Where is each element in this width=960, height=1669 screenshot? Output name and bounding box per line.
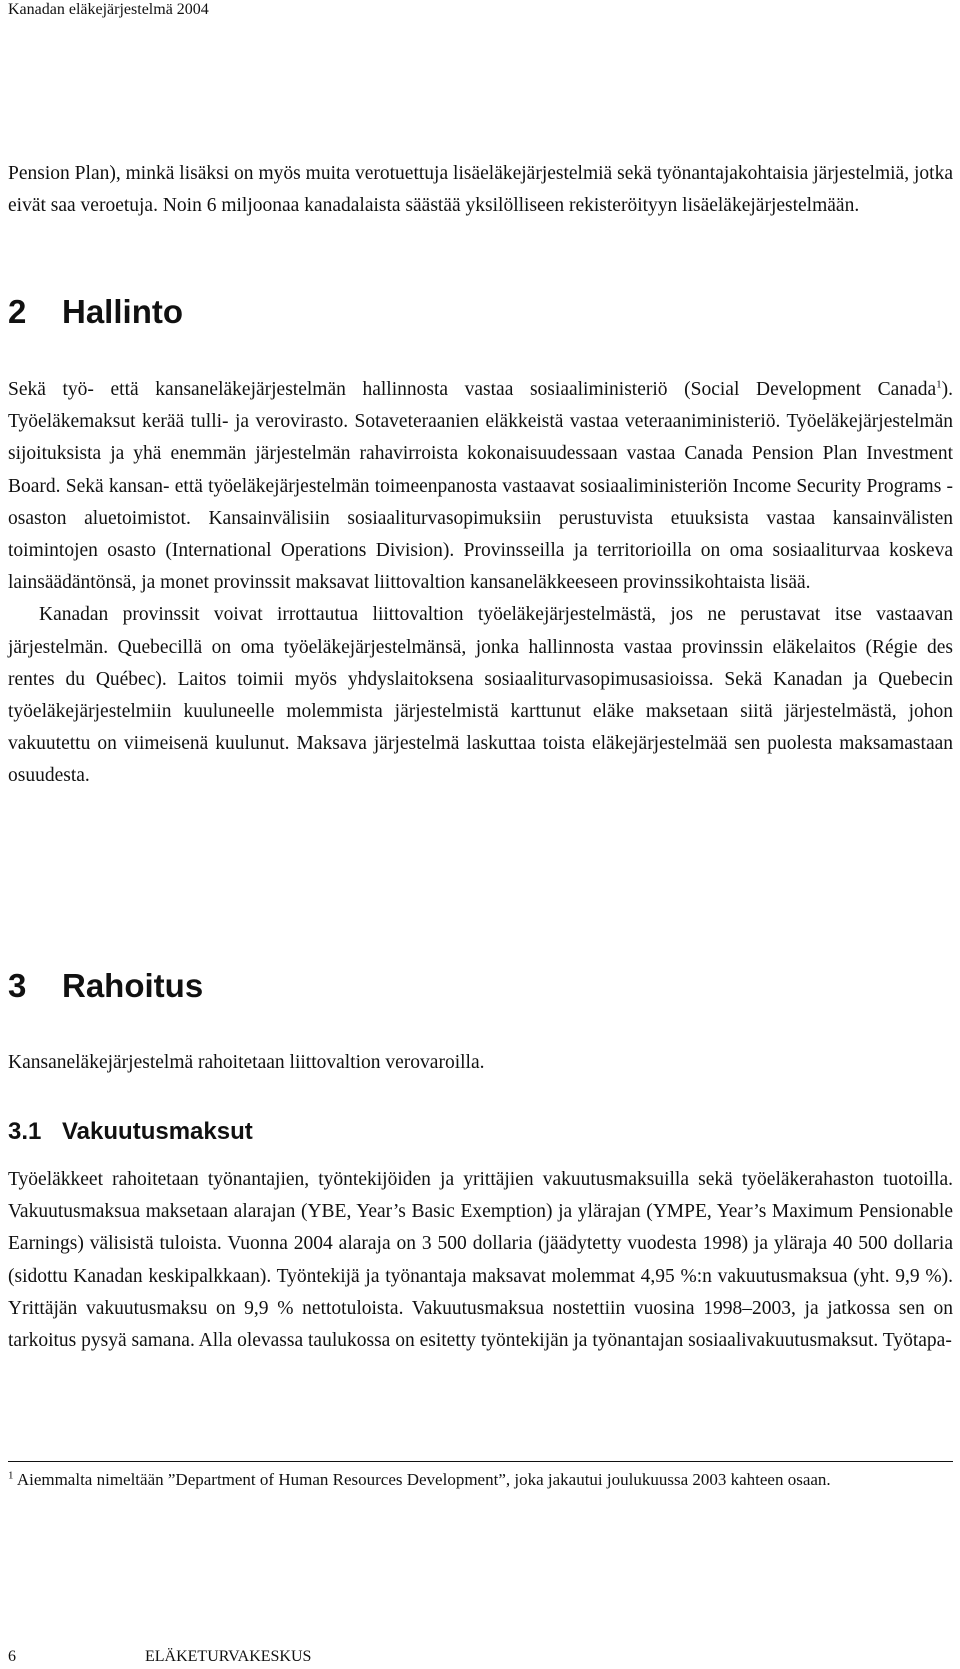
paragraph-text: ). Työeläkemaksut kerää tulli- ja verovirasto. Sotaveteraanien eläkkeistä vastaa veteraaniministeriö. Työeläkejärjestelmän sijoituksista ja yhä enemmän järjestelmän rahavirroista kokonaisuudessaan vastaa Canada Pension Plan Investment Board. Sekä kansan- että työeläkejärjestelmän toimeenpanosta vastaavat sosiaaliministeriön Income Security Programs -osaston aluetoimistot. Kansainvälisiin sosiaaliturvasopimuksiin perustuvista etuuksista vastaa kansainvälisten toimintojen osasto (International Operations Division). Provinsseilla ja territorioilla on oma sosiaaliturvaa koskeva lainsäädäntönsä, ja monet provinssit maksavat liittovaltion kansaneläkkeeseen provinssikohtaista lisää.: [8, 379, 953, 594]
section-number: 3: [8, 967, 27, 1004]
section-number: 2: [8, 293, 27, 330]
footnote-marker: 1: [8, 1469, 14, 1482]
page-footer: [8, 1647, 311, 1667]
section-title: Rahoitus: [62, 967, 204, 1004]
section-3-1-body: [8, 1164, 953, 1357]
footnote-divider: [8, 1461, 953, 1462]
section-3-body: [8, 1047, 953, 1079]
paragraph-text: Sekä työ- että kansaneläkejärjestelmän hallinnosta vastaa sosiaaliministeriö (Social Development Canada: [8, 379, 937, 400]
section-title: Vakuutusmaksut: [62, 1118, 253, 1145]
page-number: 6: [8, 1648, 16, 1665]
footnote-text: Aiemmalta nimeltään ”Department of Human Resources Development”, joka jakautui joulukuussa 2003 kahteen osaan.: [16, 1470, 831, 1489]
footnote: [8, 1466, 953, 1493]
section-2-body: [8, 374, 953, 793]
intro-paragraph: [8, 158, 953, 222]
running-header: Kanadan eläkejärjestelmä 2004: [8, 1, 209, 18]
section-heading-3-1: [8, 1117, 253, 1147]
intro-text: Pension Plan), minkä lisäksi on myös muita verotuettuja lisäeläkejärjestelmiä sekä työnantajakohtaisia järjestelmiä, jotka eivät saa veroetuja. Noin 6 miljoonaa kanadalaista säästää yksilölliseen rekisteröityyn lisäeläkejärjestelmään.: [8, 163, 953, 217]
section-number: 3.1: [8, 1118, 42, 1145]
section-heading-3: [8, 966, 203, 1006]
section-heading-2: [8, 292, 183, 332]
footnote-reference: 1: [936, 378, 942, 391]
section-2-paragraph-2: Kanadan provinssit voivat irrottautua liittovaltion työeläkejärjestelmästä, jos ne perustavat itse vastaavan järjestelmän. Quebecillä on oma työeläkejärjestelmänsä, jonka hallinnosta vastaa provinssin eläkelaitos (Régie des rentes du Québec). Laitos toimii myös yhdyslaitoksena sosiaaliturvasopimusasioissa. Sekä Kanadan ja Quebecin työeläkejärjestelmiin kuuluneelle molemmista järjestelmistä karttunut eläke maksetaan siitä järjestelmästä, johon vakuutettu on viimeisenä kuulunut. Maksava järjestelmä laskuttaa toista eläkejärjestelmää sen puolesta maksamastaan osuudesta.: [8, 604, 953, 787]
section-2-paragraph-1: [8, 374, 953, 599]
section-3-1-paragraph-1: Työeläkkeet rahoitetaan työnantajien, työntekijöiden ja yrittäjien vakuutusmaksuilla sekä työeläkerahaston tuotoilla. Vakuutusmaksua maksetaan alarajan (YBE, Year’s Basic Exemption) ja ylärajan (YMPE, Year’s Maximum Pensionable Earnings) välisistä tuloista. Vuonna 2004 alaraja on 3 500 dollaria (jäädytetty vuodesta 1998) ja yläraja 40 500 dollaria (sidottu Kanadan keskipalkkaan). Työntekijä ja työnantaja maksavat molemmat 4,95 %:n vakuutusmaksua (yht. 9,9 %). Yrittäjän vakuutusmaksu on 9,9 % nettotuloista. Vakuutusmaksua nostettiin vuosina 1998–2003, ja jatkossa sen on tarkoitus pysyä samana. Alla olevassa taulukossa on esitetty työntekijän ja työnantajan sosiaalivakuutusmaksut. Työtapa-: [8, 1169, 953, 1352]
section-3-paragraph-1: Kansaneläkejärjestelmä rahoitetaan liittovaltion verovaroilla.: [8, 1052, 485, 1073]
publisher-name: ELÄKETURVAKESKUS: [145, 1648, 312, 1665]
section-title: Hallinto: [62, 293, 183, 330]
